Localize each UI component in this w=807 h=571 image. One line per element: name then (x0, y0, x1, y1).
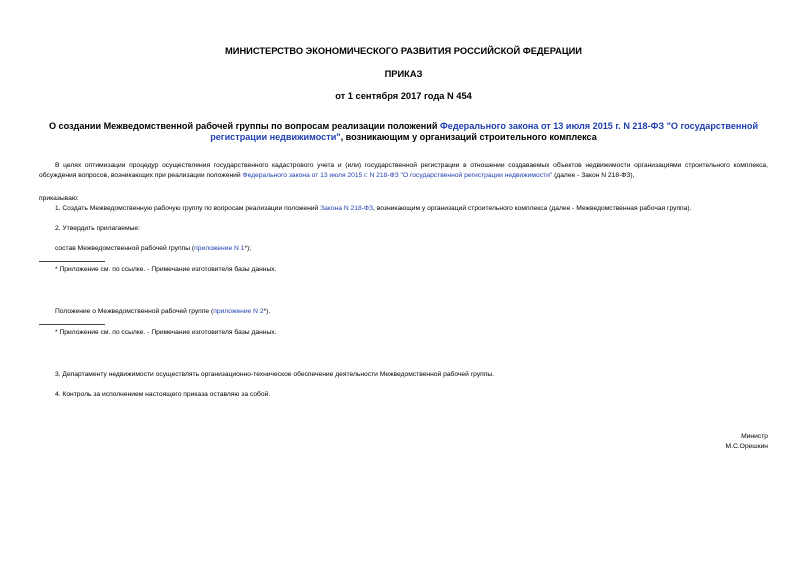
signature-position: Министр (741, 433, 768, 440)
preamble-law-link[interactable]: Федерального закона от 13 июля 2015 г. N 218-ФЗ "О государственной регистрации недвижимости" (242, 172, 553, 179)
date-number: от 1 сентября 2017 года N 454 (335, 91, 472, 101)
preamble-text-2: (далее - Закон N 218-ФЗ), (552, 172, 635, 179)
item-1-text-2: , возникающим у организаций строительного комплекса (далее - Межведомственная рабочая группа). (373, 205, 692, 212)
composition-line (55, 244, 251, 254)
item-1 (55, 204, 775, 214)
ministry-heading: МИНИСТЕРСТВО ЭКОНОМИЧЕСКОГО РАЗВИТИЯ РОССИЙСКОЙ ФЕДЕРАЦИИ (225, 46, 582, 56)
regulation-line (55, 307, 270, 317)
order-word: приказываю: (39, 195, 79, 202)
footnote-divider-1 (39, 261, 105, 262)
footnote-1: * Приложение см. по ссылке. - Примечание изготовителя базы данных. (55, 266, 277, 273)
document-type: ПРИКАЗ (384, 69, 423, 79)
preamble-text-1: В целях оптимизации процедур осуществления государственного кадастрового учета и (или) государственной регистрации в отношении создаваемых объектов недвижимости организациями строительного комплекса, обсуждения вопросов, возникающих при реализации положений (39, 162, 768, 179)
item-2: 2. Утвердить прилагаемые: (55, 225, 140, 232)
item-4: 4. Контроль за исполнением настоящего приказа оставляю за собой. (55, 391, 271, 398)
composition-text-1: состав Межведомственной рабочей группы ( (55, 245, 195, 252)
item-1-text-1: 1. Создать Межведомственную рабочую группу по вопросам реализации положений (55, 205, 321, 212)
title-text-2: , возникающим у организаций строительного комплекса (340, 132, 597, 142)
title-law-link[interactable]: Федерального закона от 13 июля 2015 г. N 218-ФЗ "О государственной регистрации недвижимости" (210, 121, 759, 142)
composition-text-2: *); (244, 245, 252, 252)
footnote-2: * Приложение см. по ссылке. - Примечание изготовителя базы данных. (55, 329, 277, 336)
title-text-1: О создании Межведомственной рабочей группы по вопросам реализации положений (48, 121, 440, 131)
regulation-text-2: *). (263, 308, 271, 315)
signature-name: М.С.Орешкин (725, 443, 768, 450)
appendix-2-link[interactable]: приложение N 2 (213, 308, 264, 315)
item-1-law-link[interactable]: Закона N 218-ФЗ (320, 205, 374, 212)
preamble-paragraph (39, 161, 768, 181)
document-title (40, 121, 767, 143)
footnote-divider-2 (39, 324, 105, 325)
appendix-1-link[interactable]: приложение N 1 (194, 245, 245, 252)
item-3: 3. Департаменту недвижимости осуществлять организационно-техническое обеспечение деятельности Межведомственной рабочей группы. (55, 371, 495, 378)
regulation-text-1: Положение о Межведомственной рабочей группе ( (55, 308, 214, 315)
